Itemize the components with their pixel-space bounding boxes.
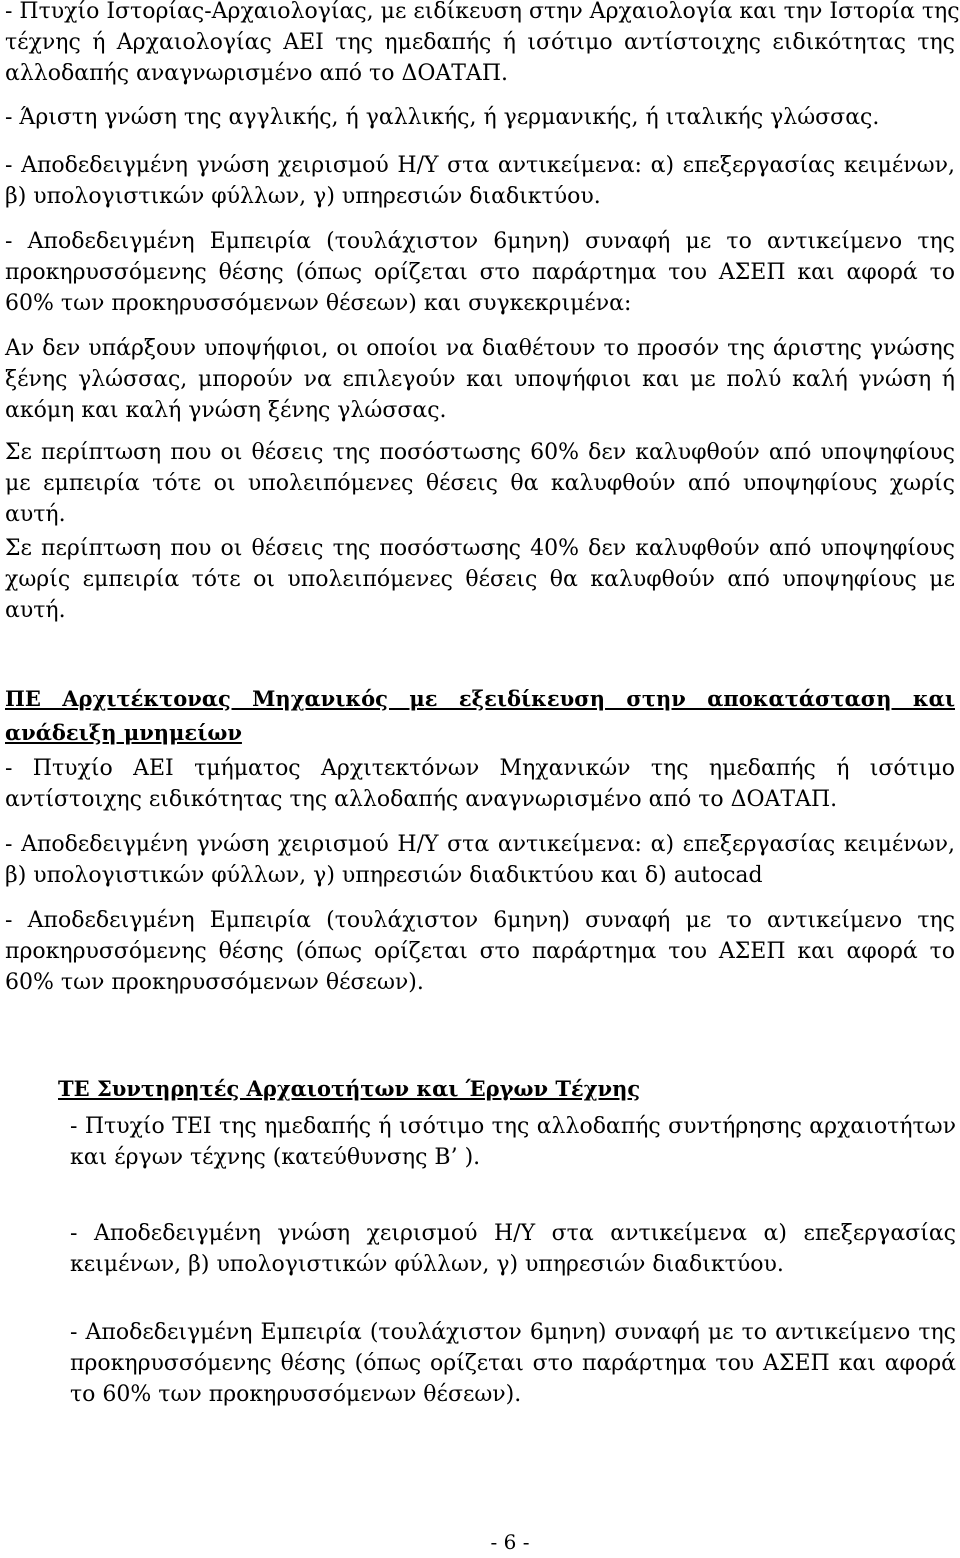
architect-experience-paragraph [5,905,955,998]
conservator-experience-paragraph [70,1317,956,1410]
text-line: αυτή. [5,598,66,623]
conservator-section-heading [58,1072,955,1106]
text-line: αυτή. [5,502,66,527]
text-line: κειμένων, β) υπολογιστικών φύλλων, γ) υπηρεσιών διαδικτύου. [70,1252,784,1277]
text-line: - Αποδεδειγμένη Εμπειρία (τουλάχιστον 6μηνη) συναφή με το αντικείμενο της [5,229,955,254]
text-line: τέχνης ή Αρχαιολογίας ΑΕΙ της ημεδαπής ή ισότιμο αντίστοιχης ειδικότητας της [5,30,955,55]
text-line: το 60% των προκηρυσσόμενων θέσεων). [70,1382,522,1407]
text-line: β) υπολογιστικών φύλλων, γ) υπηρεσιών διαδικτύου. [5,184,601,209]
language-fallback-paragraph [5,333,955,426]
text-line: - Αποδεδειγμένη γνώση χειρισμού Η/Υ στα αντικείμενα α) επεξεργασίας [70,1221,956,1246]
text-line: 60% των προκηρυσσόμενων θέσεων) και συγκεκριμένα: [5,291,632,316]
architect-computer-skills-paragraph [5,829,955,891]
architect-section-heading [5,682,955,750]
heading-line: ΤΕ Συντηρητές Αρχαιοτήτων και Έργων Τέχνης [58,1076,641,1101]
experience-requirement-paragraph [5,226,955,319]
text-line: - Αποδεδειγμένη γνώση χειρισμού Η/Υ στα αντικείμενα: α) επεξεργασίας κειμένων, [5,153,955,178]
heading-line: ανάδειξη μνημείων [5,720,242,745]
architect-degree-paragraph [5,753,955,815]
text-line: χωρίς εμπειρία τότε οι υπολειπόμενες θέσεις θα καλυφθούν από υποψηφίους με [5,567,955,592]
page-number: - 6 - [490,1530,530,1554]
text-line: αλλοδαπής αναγνωρισμένο από το ΔΟΑΤΑΠ. [5,61,508,86]
text-line: αντίστοιχης ειδικότητας της αλλοδαπής αναγνωρισμένο από το ΔΟΑΤΑΠ. [5,787,838,812]
text-line: - Αποδεδειγμένη Εμπειρία (τουλάχιστον 6μηνη) συναφή με το αντικείμενο της [5,908,955,933]
text-line: Αν δεν υπάρξουν υποψήφιοι, οι οποίοι να διαθέτουν το προσόν της άριστης γνώσης [5,336,955,361]
text-line: - Αποδεδειγμένη γνώση χειρισμού Η/Υ στα αντικείμενα: α) επεξεργασίας κειμένων, [5,832,955,857]
text-line: ξένης γλώσσας, μπορούν να επιλεγούν και υποψήφιοι και με πολύ καλή γνώση ή [5,367,955,392]
text-line: - Πτυχίο ΤΕΙ της ημεδαπής ή ισότιμο της αλλοδαπής συντήρησης αρχαιοτήτων [70,1114,956,1139]
quota-40-paragraph [5,533,955,626]
quota-60-paragraph [5,437,955,530]
text-line: προκηρυσσόμενης θέσης (όπως ορίζεται στο παράρτημα του ΑΣΕΠ και αφορά το [5,260,955,285]
heading-line: ΠΕ Αρχιτέκτονας Μηχανικός με εξειδίκευση στην αποκατάσταση και [5,686,955,711]
text-line: Σε περίπτωση που οι θέσεις της ποσόστωσης 40% δεν καλυφθούν από υποψηφίους [5,536,955,561]
computer-skills-paragraph [5,150,955,212]
conservator-computer-skills-paragraph [70,1218,956,1280]
text-line: ακόμη και καλή γνώση ξένης γλώσσας. [5,398,447,423]
text-line: και έργων τέχνης (κατεύθυνσης Β’ ). [70,1145,481,1170]
text-line: προκηρυσσόμενης θέσης (όπως ορίζεται στο παράρτημα του ΑΣΕΠ και αφορά το [5,939,955,964]
language-requirement-paragraph [5,102,955,133]
text-line: - Άριστη γνώση της αγγλικής, ή γαλλικής, ή γερμανικής, ή ιταλικής γλώσσας. [5,105,880,130]
text-line: 60% των προκηρυσσόμενων θέσεων). [5,970,424,995]
degree-requirement-paragraph [5,0,960,89]
text-line: - Αποδεδειγμένη Εμπειρία (τουλάχιστον 6μηνη) συναφή με το αντικείμενο της [70,1320,956,1345]
text-line: προκηρυσσόμενης θέσης (όπως ορίζεται στο παράρτημα του ΑΣΕΠ και αφορά [70,1351,956,1376]
text-line: - Πτυχίο ΑΕΙ τμήματος Αρχιτεκτόνων Μηχανικών της ημεδαπής ή ισότιμο [5,756,955,781]
text-line: Σε περίπτωση που οι θέσεις της ποσόστωσης 60% δεν καλυφθούν από υποψηφίους [5,440,955,465]
text-line: - Πτυχίο Ιστορίας-Αρχαιολογίας, με ειδίκευση στην Αρχαιολογία και την Ιστορία της [5,0,960,24]
text-line: β) υπολογιστικών φύλλων, γ) υπηρεσιών διαδικτύου και δ) autocad [5,863,763,888]
conservator-degree-paragraph [70,1111,956,1173]
text-line: με εμπειρία τότε οι υπολειπόμενες θέσεις θα καλυφθούν από υποψηφίους χωρίς [5,471,955,496]
